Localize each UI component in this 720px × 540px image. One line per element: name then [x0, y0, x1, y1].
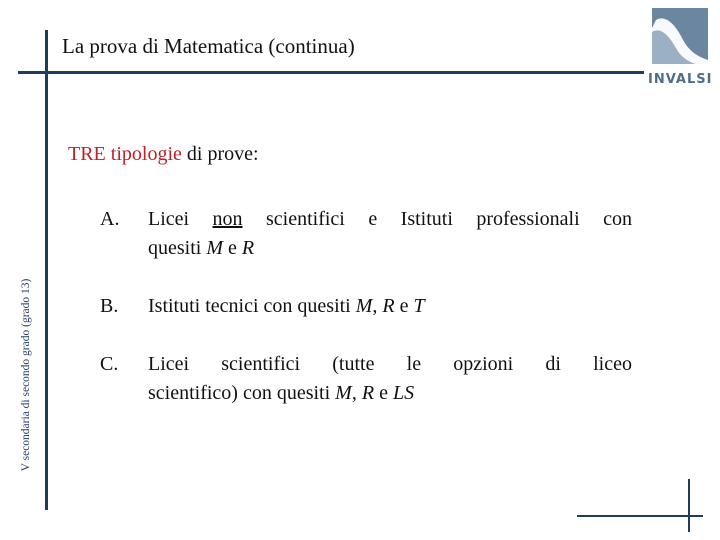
intro-highlight: TRE tipologie — [68, 143, 182, 165]
italic-symbol: R — [382, 295, 395, 317]
text-segment: quesiti — [148, 237, 207, 259]
text-segment: , — [372, 295, 383, 317]
text-segment: e — [223, 237, 242, 259]
italic-symbol: R — [241, 237, 255, 259]
text-segment: , — [351, 382, 362, 404]
text-segment: e — [394, 295, 414, 317]
list-item-line-2 — [148, 379, 632, 408]
vertical-sidebar-label: V secondaria di secondo grado (grado 13) — [20, 278, 32, 472]
list-item-text — [148, 205, 632, 263]
text-segment: Licei — [148, 208, 213, 230]
list-item-line-1 — [148, 205, 632, 234]
intro-rest: di prove: — [181, 143, 259, 165]
italic-symbol: M — [335, 382, 352, 404]
italic-symbol: M — [206, 237, 224, 259]
text-segment: Istituti tecnici con quesiti — [148, 295, 356, 317]
text-segment: scientifici e Istituti professionali con — [242, 208, 632, 230]
header-rule — [18, 71, 644, 74]
corner-vertical-rule — [688, 479, 690, 532]
intro-line — [68, 143, 259, 166]
list-item-letter: B. — [100, 295, 119, 317]
list-item-line-1 — [148, 292, 632, 321]
invalsi-logo-text: INVALSI — [648, 72, 713, 87]
left-vertical-rule — [45, 30, 48, 510]
invalsi-logo — [648, 6, 712, 92]
list-item-line-2 — [148, 234, 632, 263]
italic-symbol: LS — [392, 382, 415, 404]
list-item-text — [148, 350, 632, 408]
italic-symbol: M — [355, 295, 373, 317]
list-item-line-1: Licei scientifici (tutte le opzioni di liceo — [148, 353, 632, 375]
text-segment: e — [374, 382, 393, 404]
list-item-text — [148, 292, 632, 321]
corner-horizontal-rule — [577, 515, 703, 517]
list-item-letter: A. — [100, 208, 120, 230]
invalsi-logo-mark-icon — [652, 8, 708, 64]
text-segment: scientifico) con quesiti — [148, 382, 336, 404]
list-item-letter: C. — [100, 353, 119, 375]
underlined-word: non — [212, 208, 243, 230]
slide-title: La prova di Matematica (continua) — [62, 34, 355, 58]
italic-symbol: R — [361, 382, 375, 404]
italic-symbol: T — [413, 295, 425, 317]
